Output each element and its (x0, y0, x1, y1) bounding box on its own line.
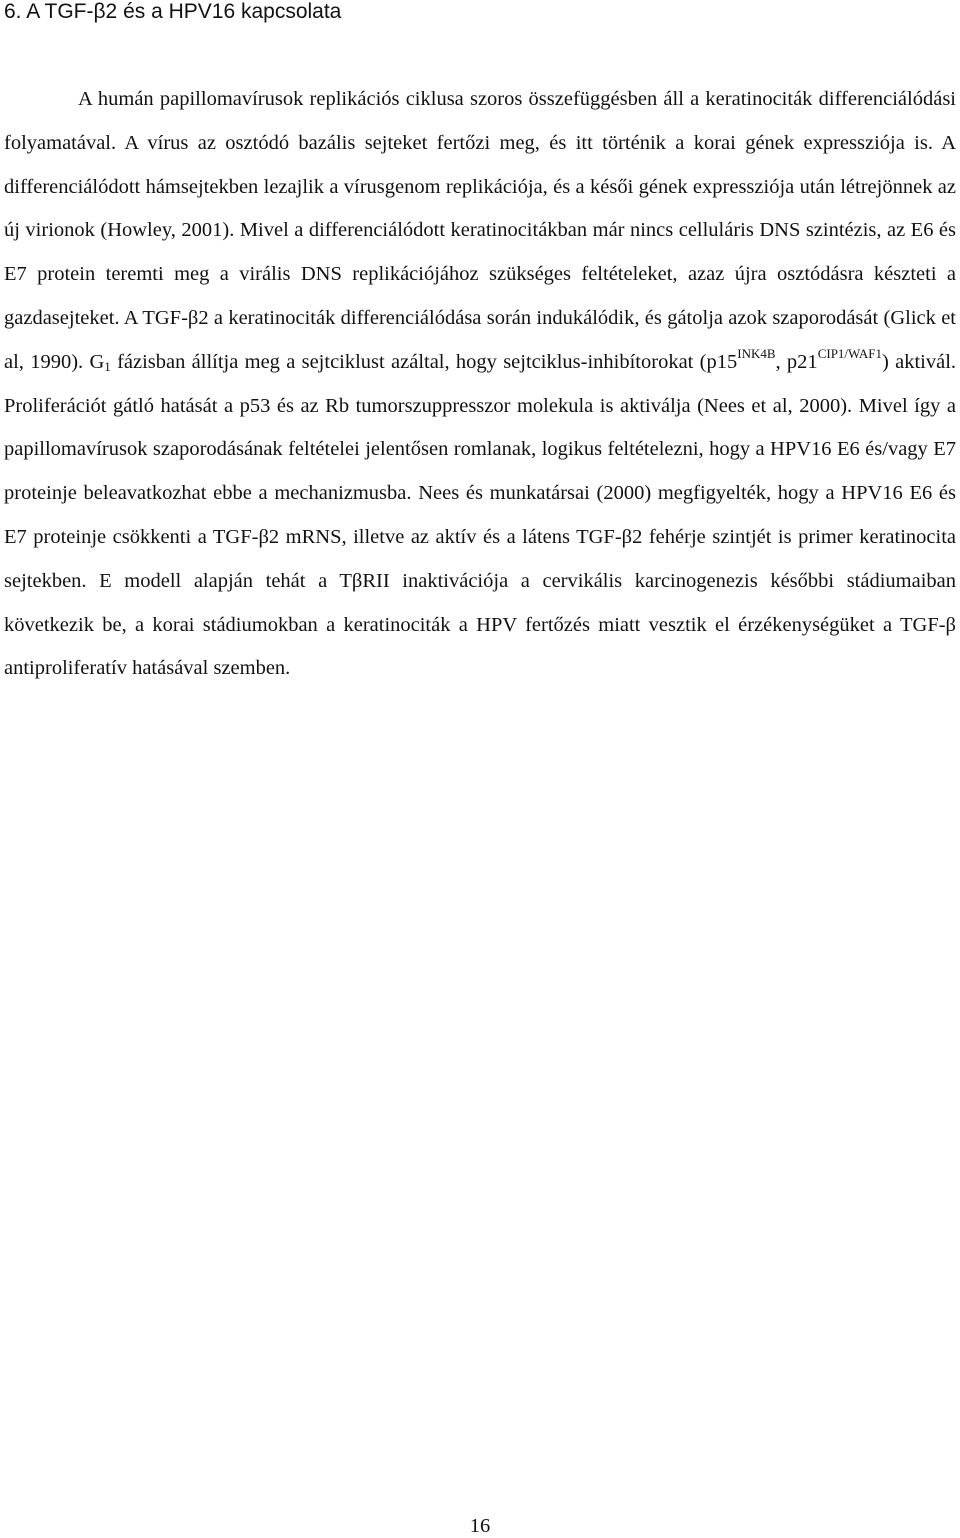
g1-symbol: G (89, 350, 105, 373)
sentence: E modell alapján tehát a TβRII inaktivációja a cervikális karcinogenezis későbbi stádiumaiban következik be, a korai stádiumokban a keratinociták a HPV fertőzés miatt vesztik el érzékenységüket a TGF-β antiproliferatív hatásával szemben. (4, 569, 957, 680)
section-heading: 6. A TGF-β2 és a HPV16 kapcsolata (4, 0, 342, 23)
sentence-part: ) aktivál. (881, 350, 957, 373)
body-paragraph (4, 78, 956, 691)
cip1-waf1-superscript: CIP1/WAF1 (817, 345, 882, 361)
sentence-part: fázisban állítja meg a sejtciklust azáltal, hogy sejtciklus-inhibítorokat (p15 (117, 350, 738, 373)
sentence: Mivel a differenciálódott keratinocitákban már nincs celluláris DNS szintézis, az E6 és E7 protein teremti meg a virális DNS replikációjához szükséges feltételeket, azaz újra osztódásra készteti a gazdasejteket. (4, 219, 957, 329)
sentence: Nees és munkatársai (2000) megfigyelték, hogy a HPV16 E6 és E7 proteinje csökkenti a TGF-β2 mRNS, illetve az aktív és a látens TGF-β2 fehérje szintjét is primer keratinocita sejtekben. (4, 482, 956, 592)
sentence: Mivel így a papillomavírusok szaporodásának feltételei jelentősen romlanak, logikus feltételezni, hogy a HPV16 E6 és/vagy E7 proteinje beleavatkozhat ebbe a mechanizmusba. (4, 394, 957, 505)
sentence: A vírus az osztódó bazális sejteket fertőzi meg, és itt történik a korai gének expressziója is. (124, 131, 933, 154)
sentence: A differenciálódott hámsejtekben lezajlik a vírusgenom replikációja, és a késői gének expressziója után létrejönnek az új virionok (Howley, 2001). (4, 131, 957, 242)
sentence: A TGF-β2 a keratinociták differenciálódása során indukálódik, és gátolja azok szaporodását (Glick et al, 1990). (4, 306, 956, 373)
sentence-part: , p21 (775, 350, 818, 373)
sentence: Proliferációt gátló hatását a p53 és az Rb tumorszuppresszor molekula is aktiválja (Nees et al, 2000). (4, 394, 853, 417)
page-number: 16 (469, 1515, 491, 1537)
ink4b-superscript: INK4B (737, 345, 776, 361)
sentence: A humán papillomavírusok replikációs ciklusa szoros összefüggésben áll a keratinociták differenciálódási folyamatával. (4, 88, 956, 154)
g1-subscript: 1 (104, 358, 111, 374)
